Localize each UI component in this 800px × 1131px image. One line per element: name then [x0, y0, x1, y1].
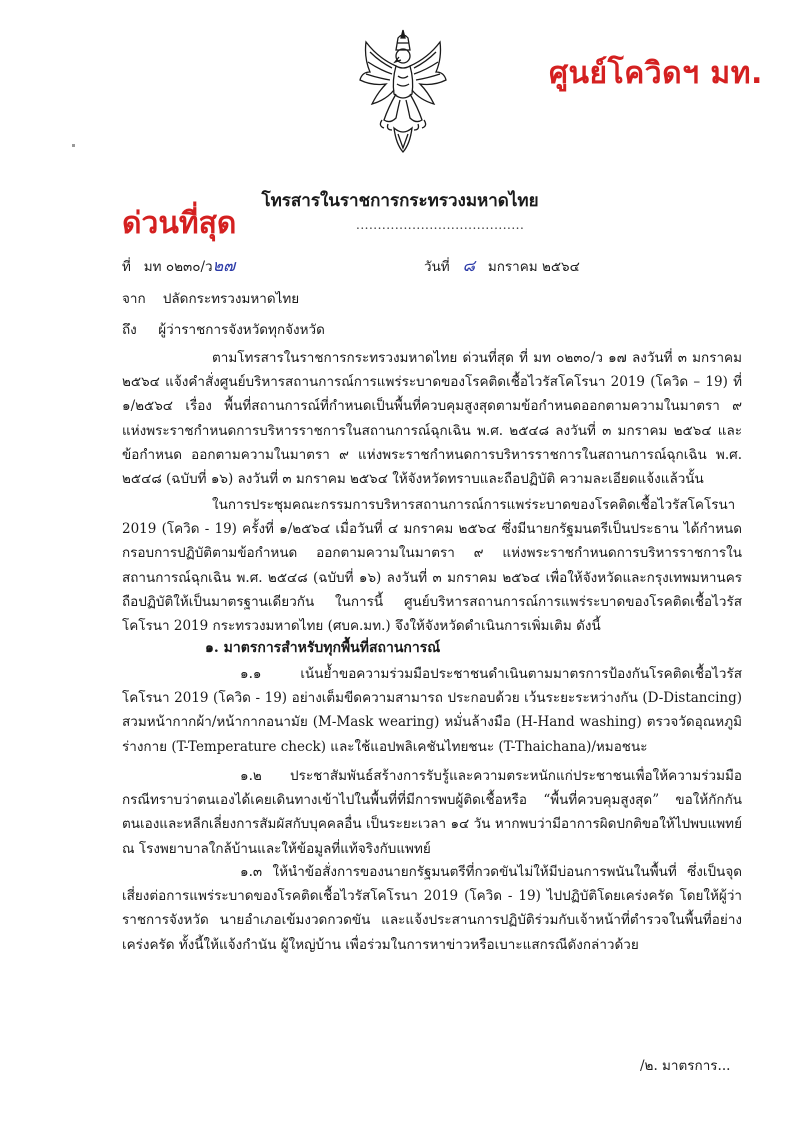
- to-value: ผู้ว่าราชการจังหวัดทุกจังหวัด: [158, 322, 325, 338]
- ref-handwritten-number: ๒๗: [212, 256, 236, 275]
- covid-center-tag: ศูนย์โควิดฯ มท.: [549, 56, 763, 91]
- dotted-line: .......................................: [356, 218, 525, 232]
- section-heading-1: ๑. มาตรการสำหรับทุกพื้นที่สถานการณ์: [205, 640, 441, 656]
- date-line: [424, 254, 580, 279]
- date-label: วันที่: [424, 259, 450, 275]
- urgent-label: ด่วนที่สุด: [122, 206, 237, 241]
- ref-line: [122, 254, 235, 279]
- garuda-emblem-icon: [358, 28, 448, 154]
- scan-mark: [72, 144, 75, 147]
- paragraph-1: ตามโทรสารในราชการกระทรวงมหาดไทย ด่วนที่สุด ที่ มท ๐๒๓๐/ว ๑๗ ลงวันที่ ๓ มกราคม ๒๕๖๔ แจ้งคำสั่งศูนย์บริหารสถานการณ์การแพร่ระบาดของโรคติดเชื้อไวรัสโคโรนา 2019 (โควิด – 19) ที่ ๑/๒๕๖๔ เรื่อง พื้นที่สถานการณ์ที่กำหนดเป็นพื้นที่ควบคุมสูงสุดตามข้อกำหนดออกตามความในมาตรา ๙ แห่งพระราชกำหนดการบริหารราชการในสถานการณ์ฉุกเฉิน พ.ศ. ๒๕๔๘ ลงวันที่ ๓ มกราคม ๒๕๖๔ และข้อกำหนด ออกตามความในมาตรา ๙ แห่งพระราชกำหนดการบริหารราชการในสถานการณ์ฉุกเฉิน พ.ศ. ๒๕๔๘ (ฉบับที่ ๑๖) ลงวันที่ ๓ มกราคม ๒๕๖๔ ให้จังหวัดทราบและถือปฏิบัติ ความละเอียดแจ้งแล้วนั้น: [122, 350, 742, 488]
- item-1-2: ๑.๒ ประชาสัมพันธ์สร้างการรับรู้และความตระหนักแก่ประชาชนเพื่อให้ความร่วมมือ กรณีทราบว่าตนเองได้เคยเดินทางเข้าไปในพื้นที่ที่มีการพบผู้ติดเชื้อหรือ “พื้นที่ควบคุมสูงสุด” ขอให้กักกันตนเองและหลีกเลี่ยงการสัมผัสกับบุคคลอื่น เป็นระยะเวลา ๑๔ วัน หากพบว่ามีอาการผิดปกติขอให้ไปพบแพทย์ ณ โรงพยาบาลใกล้บ้านและให้ข้อมูลที่แท้จริงกับแพทย์: [122, 768, 742, 857]
- from-value: ปลัดกระทรวงมหาดไทย: [162, 291, 300, 307]
- page-title: โทรสารในราชการกระทรวงมหาดไทย: [261, 191, 539, 211]
- from-line: [122, 287, 299, 311]
- item-1-3: ๑.๓ ให้นำข้อสั่งการของนายกรัฐมนตรีที่กวดขันไม่ให้มีบ่อนการพนันในพื้นที่ ซึ่งเป็นจุดเสี่ยงต่อการแพร่ระบาดของโรคติดเชื้อไวรัสโคโรนา 2019 (โควิด - 19) ไปปฏิบัติโดยเคร่งครัด โดยให้ผู้ว่าราชการจังหวัด นายอำเภอเข้มงวดกวดขัน และแจ้งประสานการปฏิบัติร่วมกับเจ้าหน้าที่ตำรวจในพื้นที่อย่างเคร่งครัด ทั้งนี้ให้แจ้งกำนัน ผู้ใหญ่บ้าน เพื่อร่วมในการหาข่าวหรือเบาะแสกรณีดังกล่าวด้วย: [122, 864, 742, 953]
- to-line: [122, 318, 325, 342]
- ref-number: มท ๐๒๓๐/ว: [143, 259, 213, 275]
- to-label: ถึง: [122, 322, 137, 338]
- date-day-handwritten: ๘: [462, 256, 475, 275]
- from-label: จาก: [122, 291, 146, 307]
- date-rest: มกราคม ๒๕๖๔: [487, 259, 580, 275]
- ref-label: ที่: [122, 259, 131, 275]
- item-1-1: ๑.๑ เน้นย้ำขอความร่วมมือประชาชนดำเนินตามมาตรการป้องกันโรคติดเชื้อไวรัสโคโรนา 2019 (โควิด - 19) อย่างเต็มขีดความสามารถ ประกอบด้วย เว้นระยะระหว่างกัน (D-Distancing) สวมหน้ากากผ้า/หน้ากากอนามัย (M-Mask wearing) หมั่นล้างมือ (H-Hand washing) ตรวจวัดอุณหภูมิร่างกาย (T-Temperature check) และใช้แอปพลิเคชันไทยชนะ (T-Thaichana)/หมอชนะ: [122, 666, 742, 755]
- paragraph-2: ในการประชุมคณะกรรมการบริหารสถานการณ์การแพร่ระบาดของโรคติดเชื้อไวรัสโคโรนา 2019 (โควิด - 19) ครั้งที่ ๑/๒๕๖๔ เมื่อวันที่ ๔ มกราคม ๒๕๖๔ ซึ่งมีนายกรัฐมนตรีเป็นประธาน ได้กำหนดกรอบการปฏิบัติตามข้อกำหนด ออกตามความในมาตรา ๙ แห่งพระราชกำหนดการบริหารราชการในสถานการณ์ฉุกเฉิน พ.ศ. ๒๕๔๘ (ฉบับที่ ๑๖) ลงวันที่ ๓ มกราคม ๒๕๖๔ เพื่อให้จังหวัดและกรุงเทพมหานครถือปฏิบัติให้เป็นมาตรฐานเดียวกัน ในการนี้ ศูนย์บริหารสถานการณ์การแพร่ระบาดของโรคติดเชื้อไวรัสโคโรนา 2019 กระทรวงมหาดไทย (ศบค.มท.) จึงให้จังหวัดดำเนินการเพิ่มเติม ดังนี้: [122, 497, 742, 635]
- continued-footer: /๒. มาตรการ...: [640, 1058, 731, 1074]
